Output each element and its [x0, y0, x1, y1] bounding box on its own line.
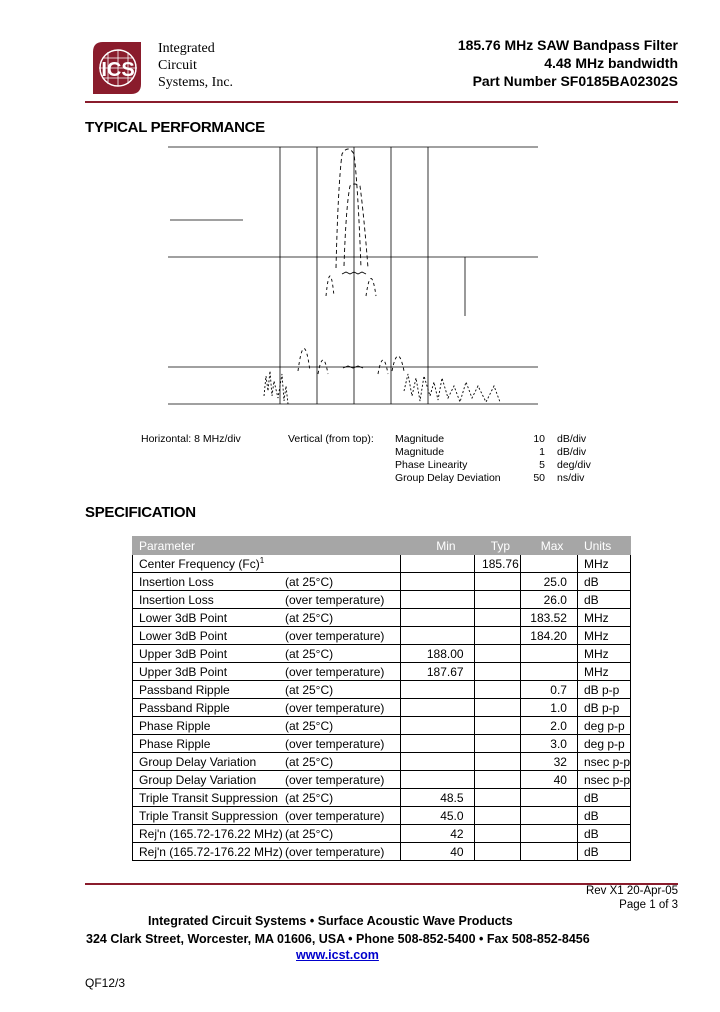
max-cell: 2.0 [521, 717, 578, 735]
parameter-cell [133, 627, 401, 645]
horizontal-scale: Horizontal: 8 MHz/div [141, 433, 241, 445]
parameter-cell [133, 645, 401, 663]
typ-cell [474, 735, 521, 753]
units-cell: dB [577, 843, 630, 861]
units-cell: nsec p-p [577, 753, 630, 771]
min-cell [401, 573, 474, 591]
min-cell [401, 609, 474, 627]
typ-cell [474, 573, 521, 591]
parameter-cell [133, 681, 401, 699]
parameter-name: Insertion Loss [139, 574, 214, 589]
max-cell [521, 555, 578, 573]
units-cell: dB [577, 789, 630, 807]
parameter-condition: (at 25°C) [285, 682, 334, 697]
footer-address-line: 324 Clark Street, Worcester, MA 01606, USA • Phone 508-852-5400 • Fax 508-852-8456 [86, 932, 590, 946]
min-cell [401, 681, 474, 699]
typ-cell [474, 753, 521, 771]
max-cell [521, 825, 578, 843]
parameter-name: Insertion Loss [139, 592, 214, 607]
max-cell: 0.7 [521, 681, 578, 699]
parameter-condition: (at 25°C) [285, 610, 334, 625]
page-number: Page 1 of 3 [619, 899, 678, 911]
table-row [133, 717, 631, 735]
max-cell: 32 [521, 753, 578, 771]
min-cell [401, 753, 474, 771]
units-cell: MHz [577, 609, 630, 627]
table-row [133, 807, 631, 825]
max-cell: 1.0 [521, 699, 578, 717]
typ-cell [474, 699, 521, 717]
header-parameter: Parameter [133, 537, 401, 555]
parameter-condition: (over temperature) [285, 628, 385, 643]
units-cell: deg p-p [577, 735, 630, 753]
units-cell: dB p-p [577, 699, 630, 717]
parameter-name: Passband Ripple [139, 682, 230, 697]
parameter-name: Phase Ripple [139, 718, 211, 733]
typ-cell [474, 843, 521, 861]
typical-performance-title: TYPICAL PERFORMANCE [85, 119, 265, 136]
ics-logo [85, 36, 149, 100]
header-min: Min [401, 537, 474, 555]
max-cell [521, 645, 578, 663]
table-row [133, 843, 631, 861]
min-cell: 45.0 [401, 807, 474, 825]
vertical-scale-label: Vertical (from top): [288, 433, 374, 445]
typ-cell [474, 681, 521, 699]
units-cell: dB [577, 591, 630, 609]
units-cell: dB [577, 807, 630, 825]
max-cell [521, 843, 578, 861]
parameter-cell [133, 555, 401, 573]
table-row [133, 735, 631, 753]
units-cell: dB [577, 573, 630, 591]
parameter-condition: (at 25°C) [285, 826, 334, 841]
parameter-cell [133, 663, 401, 681]
parameter-name: Lower 3dB Point [139, 610, 228, 625]
frequency-response-plot [168, 146, 544, 408]
svg-text:ICS: ICS [101, 59, 135, 81]
table-header-row [133, 537, 631, 555]
part-number: Part Number SF0185BA02302S [472, 73, 678, 89]
max-cell: 25.0 [521, 573, 578, 591]
typ-cell [474, 771, 521, 789]
units-cell: MHz [577, 663, 630, 681]
units-cell: MHz [577, 555, 630, 573]
parameter-cell [133, 735, 401, 753]
scale-unit: dB/div [557, 433, 587, 445]
table-row [133, 663, 631, 681]
company-name-line-3: Systems, Inc. [158, 75, 234, 90]
typ-cell [474, 663, 521, 681]
typ-cell [474, 645, 521, 663]
revision: Rev X1 20-Apr-05 [585, 885, 678, 897]
parameter-cell [133, 771, 401, 789]
table-row [133, 627, 631, 645]
typ-cell [474, 717, 521, 735]
scale-name: Phase Linearity [395, 459, 468, 471]
typ-cell [474, 627, 521, 645]
parameter-cell [133, 807, 401, 825]
parameter-condition: (at 25°C) [285, 646, 334, 661]
parameter-name: Upper 3dB Point [139, 664, 228, 679]
typ-cell [474, 807, 521, 825]
parameter-name: Phase Ripple [139, 736, 211, 751]
scale-unit: dB/div [557, 446, 587, 458]
parameter-name: Passband Ripple [139, 700, 230, 715]
parameter-cell [133, 573, 401, 591]
parameter-name: Group Delay Variation [139, 754, 257, 769]
table-row [133, 609, 631, 627]
parameter-cell [133, 609, 401, 627]
parameter-cell [133, 717, 401, 735]
table-row [133, 555, 631, 573]
scale-name: Magnitude [395, 446, 445, 458]
header-divider [85, 101, 678, 103]
typ-cell [474, 591, 521, 609]
max-cell: 184.20 [521, 627, 578, 645]
parameter-condition: (over temperature) [285, 700, 385, 715]
min-cell [401, 717, 474, 735]
company-name-line-1: Integrated [158, 41, 215, 56]
table-row [133, 573, 631, 591]
product-title: 185.76 MHz SAW Bandpass Filter [457, 37, 678, 53]
header-units: Units [577, 537, 630, 555]
table-row [133, 771, 631, 789]
scale-unit: deg/div [557, 459, 591, 471]
typ-cell [474, 825, 521, 843]
typ-cell [474, 609, 521, 627]
scale-value: 5 [539, 459, 545, 471]
scale-value: 10 [533, 433, 545, 445]
company-name-line-2: Circuit [158, 58, 197, 73]
parameter-cell [133, 591, 401, 609]
website-link[interactable]: www.icst.com [296, 948, 379, 962]
table-row [133, 825, 631, 843]
max-cell: 40 [521, 771, 578, 789]
scale-value: 50 [533, 472, 545, 484]
min-cell [401, 555, 474, 573]
units-cell: MHz [577, 645, 630, 663]
parameter-cell [133, 825, 401, 843]
min-cell [401, 591, 474, 609]
parameter-name: Lower 3dB Point [139, 628, 228, 643]
min-cell: 42 [401, 825, 474, 843]
table-row [133, 681, 631, 699]
table-row [133, 591, 631, 609]
parameter-condition: (over temperature) [285, 592, 385, 607]
footnote-marker: 1 [259, 556, 265, 565]
min-cell [401, 735, 474, 753]
parameter-name: Rej'n (165.72-176.22 MHz) [139, 826, 283, 841]
parameter-cell [133, 843, 401, 861]
table-row [133, 789, 631, 807]
units-cell: dB p-p [577, 681, 630, 699]
units-cell: dB [577, 825, 630, 843]
typ-cell [474, 789, 521, 807]
max-cell: 26.0 [521, 591, 578, 609]
min-cell [401, 627, 474, 645]
max-cell [521, 807, 578, 825]
parameter-condition: (over temperature) [285, 844, 385, 859]
parameter-cell [133, 753, 401, 771]
max-cell [521, 789, 578, 807]
header-max: Max [521, 537, 578, 555]
parameter-name: Center Frequency (Fc) [139, 557, 260, 571]
parameter-condition: (over temperature) [285, 736, 385, 751]
units-cell: MHz [577, 627, 630, 645]
parameter-condition: (over temperature) [285, 808, 385, 823]
parameter-condition: (at 25°C) [285, 790, 334, 805]
max-cell: 183.52 [521, 609, 578, 627]
units-cell: nsec p-p [577, 771, 630, 789]
min-cell: 48.5 [401, 789, 474, 807]
min-cell: 40 [401, 843, 474, 861]
specification-title: SPECIFICATION [85, 504, 196, 521]
max-cell [521, 663, 578, 681]
parameter-cell [133, 789, 401, 807]
product-bandwidth: 4.48 MHz bandwidth [544, 55, 678, 71]
units-cell: deg p-p [577, 717, 630, 735]
scale-value: 1 [539, 446, 545, 458]
specification-table [132, 536, 631, 861]
parameter-cell [133, 699, 401, 717]
parameter-name: Upper 3dB Point [139, 646, 228, 661]
max-cell: 3.0 [521, 735, 578, 753]
scale-name: Group Delay Deviation [395, 472, 501, 484]
min-cell: 187.67 [401, 663, 474, 681]
scale-unit: ns/div [557, 472, 585, 484]
typ-cell: 185.76 [474, 555, 521, 573]
parameter-condition: (over temperature) [285, 664, 385, 679]
parameter-condition: (at 25°C) [285, 754, 334, 769]
min-cell [401, 699, 474, 717]
scale-name: Magnitude [395, 433, 445, 445]
parameter-name: Group Delay Variation [139, 772, 257, 787]
min-cell: 188.00 [401, 645, 474, 663]
min-cell [401, 771, 474, 789]
table-row [133, 699, 631, 717]
header-typ: Typ [474, 537, 521, 555]
table-row [133, 753, 631, 771]
parameter-name: Triple Transit Suppression [139, 790, 278, 805]
footer-company-line: Integrated Circuit Systems • Surface Acoustic Wave Products [148, 914, 513, 928]
parameter-name: Rej'n (165.72-176.22 MHz) [139, 844, 283, 859]
parameter-condition: (at 25°C) [285, 718, 334, 733]
form-code: QF12/3 [85, 976, 126, 990]
parameter-name: Triple Transit Suppression [139, 808, 278, 823]
parameter-condition: (at 25°C) [285, 574, 334, 589]
table-row [133, 645, 631, 663]
parameter-condition: (over temperature) [285, 772, 385, 787]
